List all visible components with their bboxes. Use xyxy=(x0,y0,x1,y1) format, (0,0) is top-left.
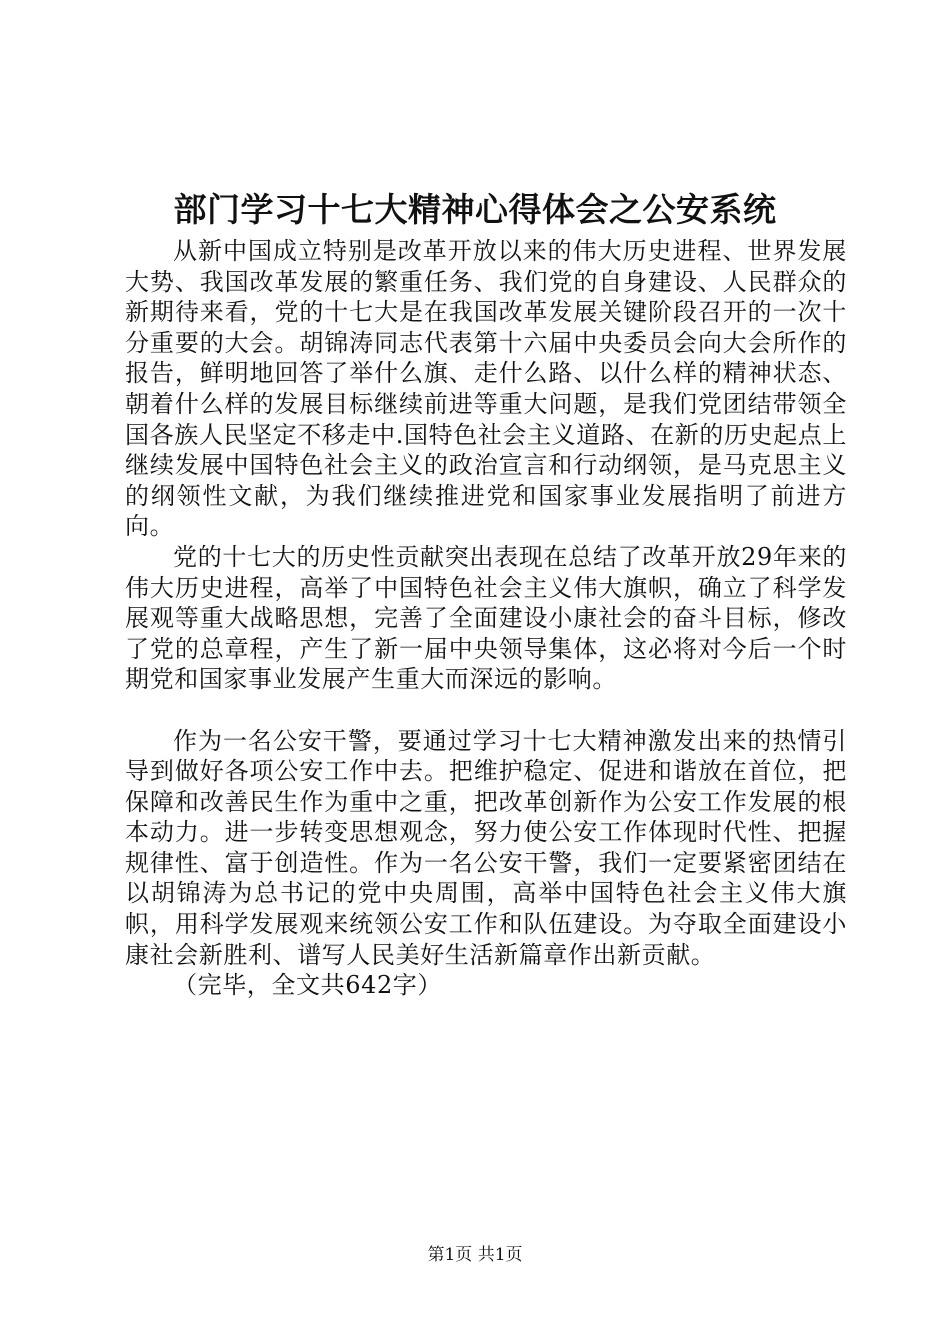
document-body xyxy=(125,236,847,1001)
document-title: 部门学习十七大精神心得体会之公安系统 xyxy=(173,190,777,229)
paragraph-2: 党的十七大的历史性贡献突出表现在总结了改革开放29年来的伟大历史进程，高举了中国特色社会主义伟大旗帜，确立了科学发展观等重大战略思想，完善了全面建设小康社会的奋斗目标，修改了党的总章程，产生了新一届中央领导集体，这必将对今后一个时期党和国家事业发展产生重大而深远的影响。 xyxy=(125,542,847,694)
paragraph-1: 从新中国成立特别是改革开放以来的伟大历史进程、世界发展大势、我国改革发展的繁重任务、我们党的自身建设、人民群众的新期待来看，党的十七大是在我国改革发展关键阶段召开的一次十分重要的大会。胡锦涛同志代表第十六届中央委员会向大会所作的报告，鲜明地回答了举什么旗、走什么路、以什么样的精神状态、朝着什么样的发展目标继续前进等重大问题，是我们党团结带领全国各族人民坚定不移走中.国特色社会主义道路、在新的历史起点上继续发展中国特色社会主义的政治宣言和行动纲领，是马克思主义的纲领性文献，为我们继续推进党和国家事业发展指明了前进方向。 xyxy=(125,237,847,541)
word-count-note: （完毕，全文共642字） xyxy=(173,971,443,1000)
page-footer: 第1页 共1页 xyxy=(427,1245,523,1265)
paragraph-3: 作为一名公安干警，要通过学习十七大精神激发出来的热情引导到做好各项公安工作中去。把维护稳定、促进和谐放在首位，把保障和改善民生作为重中之重，把改革创新作为公安工作发展的根本动力。进一步转变思想观念，努力使公安工作体现时代性、把握规律性、富于创造性。作为一名公安干警，我们一定要紧密团结在以胡锦涛为总书记的党中央周围，高举中国特色社会主义伟大旗帜，用科学发展观来统领公安工作和队伍建设。为夺取全面建设小康社会新胜利、谱写人民美好生活新篇章作出新贡献。 xyxy=(125,726,847,969)
